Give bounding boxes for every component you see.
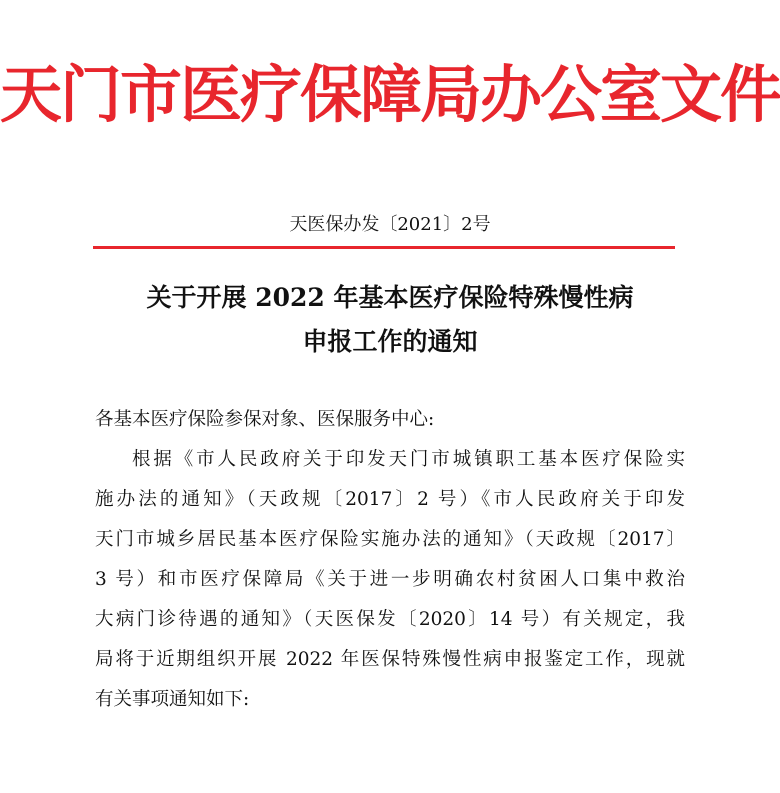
body-line: 局将于近期组织开展 2022 年医保特殊慢性病申报鉴定工作，现就: [95, 649, 685, 670]
notice-title-line-2: 申报工作的通知: [302, 327, 478, 356]
notice-title-line-1: 关于开展 2022 年基本医疗保险特殊慢性病: [146, 283, 634, 312]
body-line: 根据《市人民政府关于印发天门市城镇职工基本医疗保险实: [132, 449, 685, 470]
body-line: 有关事项通知如下:: [95, 689, 250, 710]
red-header-title: 天门市医疗保障局办公室文件: [0, 58, 780, 131]
body-line: 施办法的通知》（天政规〔2017〕2 号）《市人民政府关于印发: [95, 489, 685, 510]
body-text: [95, 400, 685, 720]
document-number: 天医保办发〔2021〕2号: [289, 214, 491, 235]
red-divider-line: [93, 246, 675, 249]
salutation: 各基本医疗保险参保对象、医保服务中心:: [95, 409, 435, 430]
body-line: 3 号）和市医疗保障局《关于进一步明确农村贫困人口集中救治: [95, 569, 685, 590]
body-line: 天门市城乡居民基本医疗保险实施办法的通知》（天政规〔2017〕: [95, 529, 685, 550]
notice-title: [0, 276, 780, 364]
body-line: 大病门诊待遇的通知》（天医保发〔2020〕14 号）有关规定，我: [95, 609, 685, 630]
